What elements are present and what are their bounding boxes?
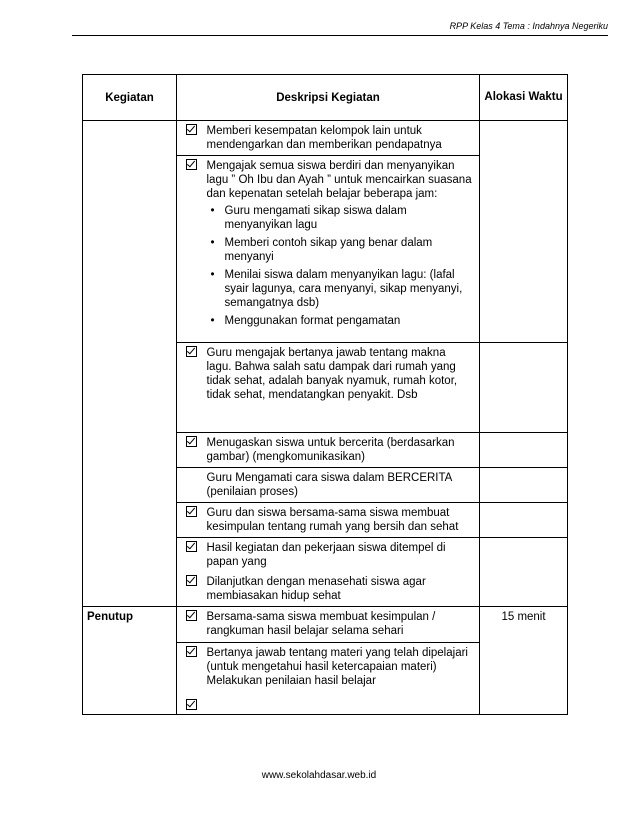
bullet-item: • Memberi contoh sikap yang benar dalam menyanyi xyxy=(225,236,474,264)
alokasi-cell-empty xyxy=(480,433,568,468)
header-deskripsi: Deskripsi Kegiatan xyxy=(177,75,480,121)
checkbox-icon xyxy=(177,121,207,156)
checkbox-icon xyxy=(186,646,197,657)
alokasi-cell-empty xyxy=(480,343,568,433)
header-alokasi: Alokasi Waktu xyxy=(480,75,568,121)
bullet-item: • Menggunakan format pengamatan xyxy=(225,314,474,328)
checkbox-empty xyxy=(177,468,207,503)
activity-item-group xyxy=(207,643,480,715)
activity-item: Guru Mengamati cara siswa dalam BERCERITA (penilaian proses) xyxy=(207,468,480,503)
activity-item: Guru dan siswa bersama-sama siswa membuat kesimpulan tentang rumah yang bersih dan sehat xyxy=(207,503,480,538)
alokasi-cell-empty xyxy=(480,538,568,607)
kegiatan-cell-empty xyxy=(83,121,177,607)
activity-item: Bersama-sama siswa membuat kesimpulan / rangkuman hasil belajar selama sehari xyxy=(207,607,480,643)
activity-item: Guru mengajak bertanya jawab tentang makna lagu. Bahwa salah satu dampak dari rumah yang tidak sehat, adalah banyak nyamuk, rumah kotor, tidak sehat, mendatangkan penyakit. Dsb xyxy=(207,343,480,433)
checkbox-icon xyxy=(177,607,207,643)
alokasi-waktu-penutup: 15 menit xyxy=(480,607,568,715)
checkbox-icon xyxy=(186,699,197,710)
activity-item: Memberi kesempatan kelompok lain untuk mendengarkan dan memberikan pendapatnya xyxy=(207,121,480,156)
header-rule xyxy=(72,35,608,36)
checkbox-group xyxy=(177,643,207,715)
alokasi-cell-empty xyxy=(480,468,568,503)
alokasi-cell-empty xyxy=(480,121,568,343)
activity-item: Melakukan penilaian hasil belajar xyxy=(206,675,376,687)
activity-item: Hasil kegiatan dan pekerjaan siswa ditempel di papan yang xyxy=(207,538,480,573)
alokasi-cell-empty xyxy=(480,503,568,538)
footer-url: www.sekolahdasar.web.id xyxy=(261,770,377,781)
sub-bullet-list xyxy=(207,204,474,328)
header-kegiatan: Kegiatan xyxy=(83,75,177,121)
checkbox-icon xyxy=(177,343,207,433)
checkbox-icon xyxy=(177,156,207,343)
activity-item: Menugaskan siswa untuk bercerita (berdasarkan gambar) (mengkomunikasikan) xyxy=(207,433,480,468)
running-header: RPP Kelas 4 Tema : Indahnya Negeriku xyxy=(449,21,608,31)
activity-item-with-list xyxy=(207,156,480,343)
checkbox-icon xyxy=(177,503,207,538)
activity-item-text: Mengajak semua siswa berdiri dan menyanyikan lagu ” Oh Ibu dan Ayah ” untuk mencairkan suasana dan kepenatan setelah belajar beberapa jam: xyxy=(206,160,472,200)
checkbox-icon xyxy=(177,433,207,468)
checkbox-icon xyxy=(177,572,207,607)
lesson-activity-table xyxy=(82,74,568,715)
activity-item: Bertanya jawab tentang materi yang telah dipelajari (untuk mengetahui hasil ketercapaian materi) xyxy=(206,647,468,673)
checkbox-icon xyxy=(177,538,207,573)
activity-item: Dilanjutkan dengan menasehati siswa agar membiasakan hidup sehat xyxy=(207,572,480,607)
bullet-item: • Menilai siswa dalam menyanyikan lagu: (lafal syair lagunya, cara menyanyi, sikap menyanyi, semangatnya dsb) xyxy=(225,268,474,310)
kegiatan-penutup: Penutup xyxy=(83,607,177,715)
bullet-item: • Guru mengamati sikap siswa dalam menyanyikan lagu xyxy=(225,204,474,232)
